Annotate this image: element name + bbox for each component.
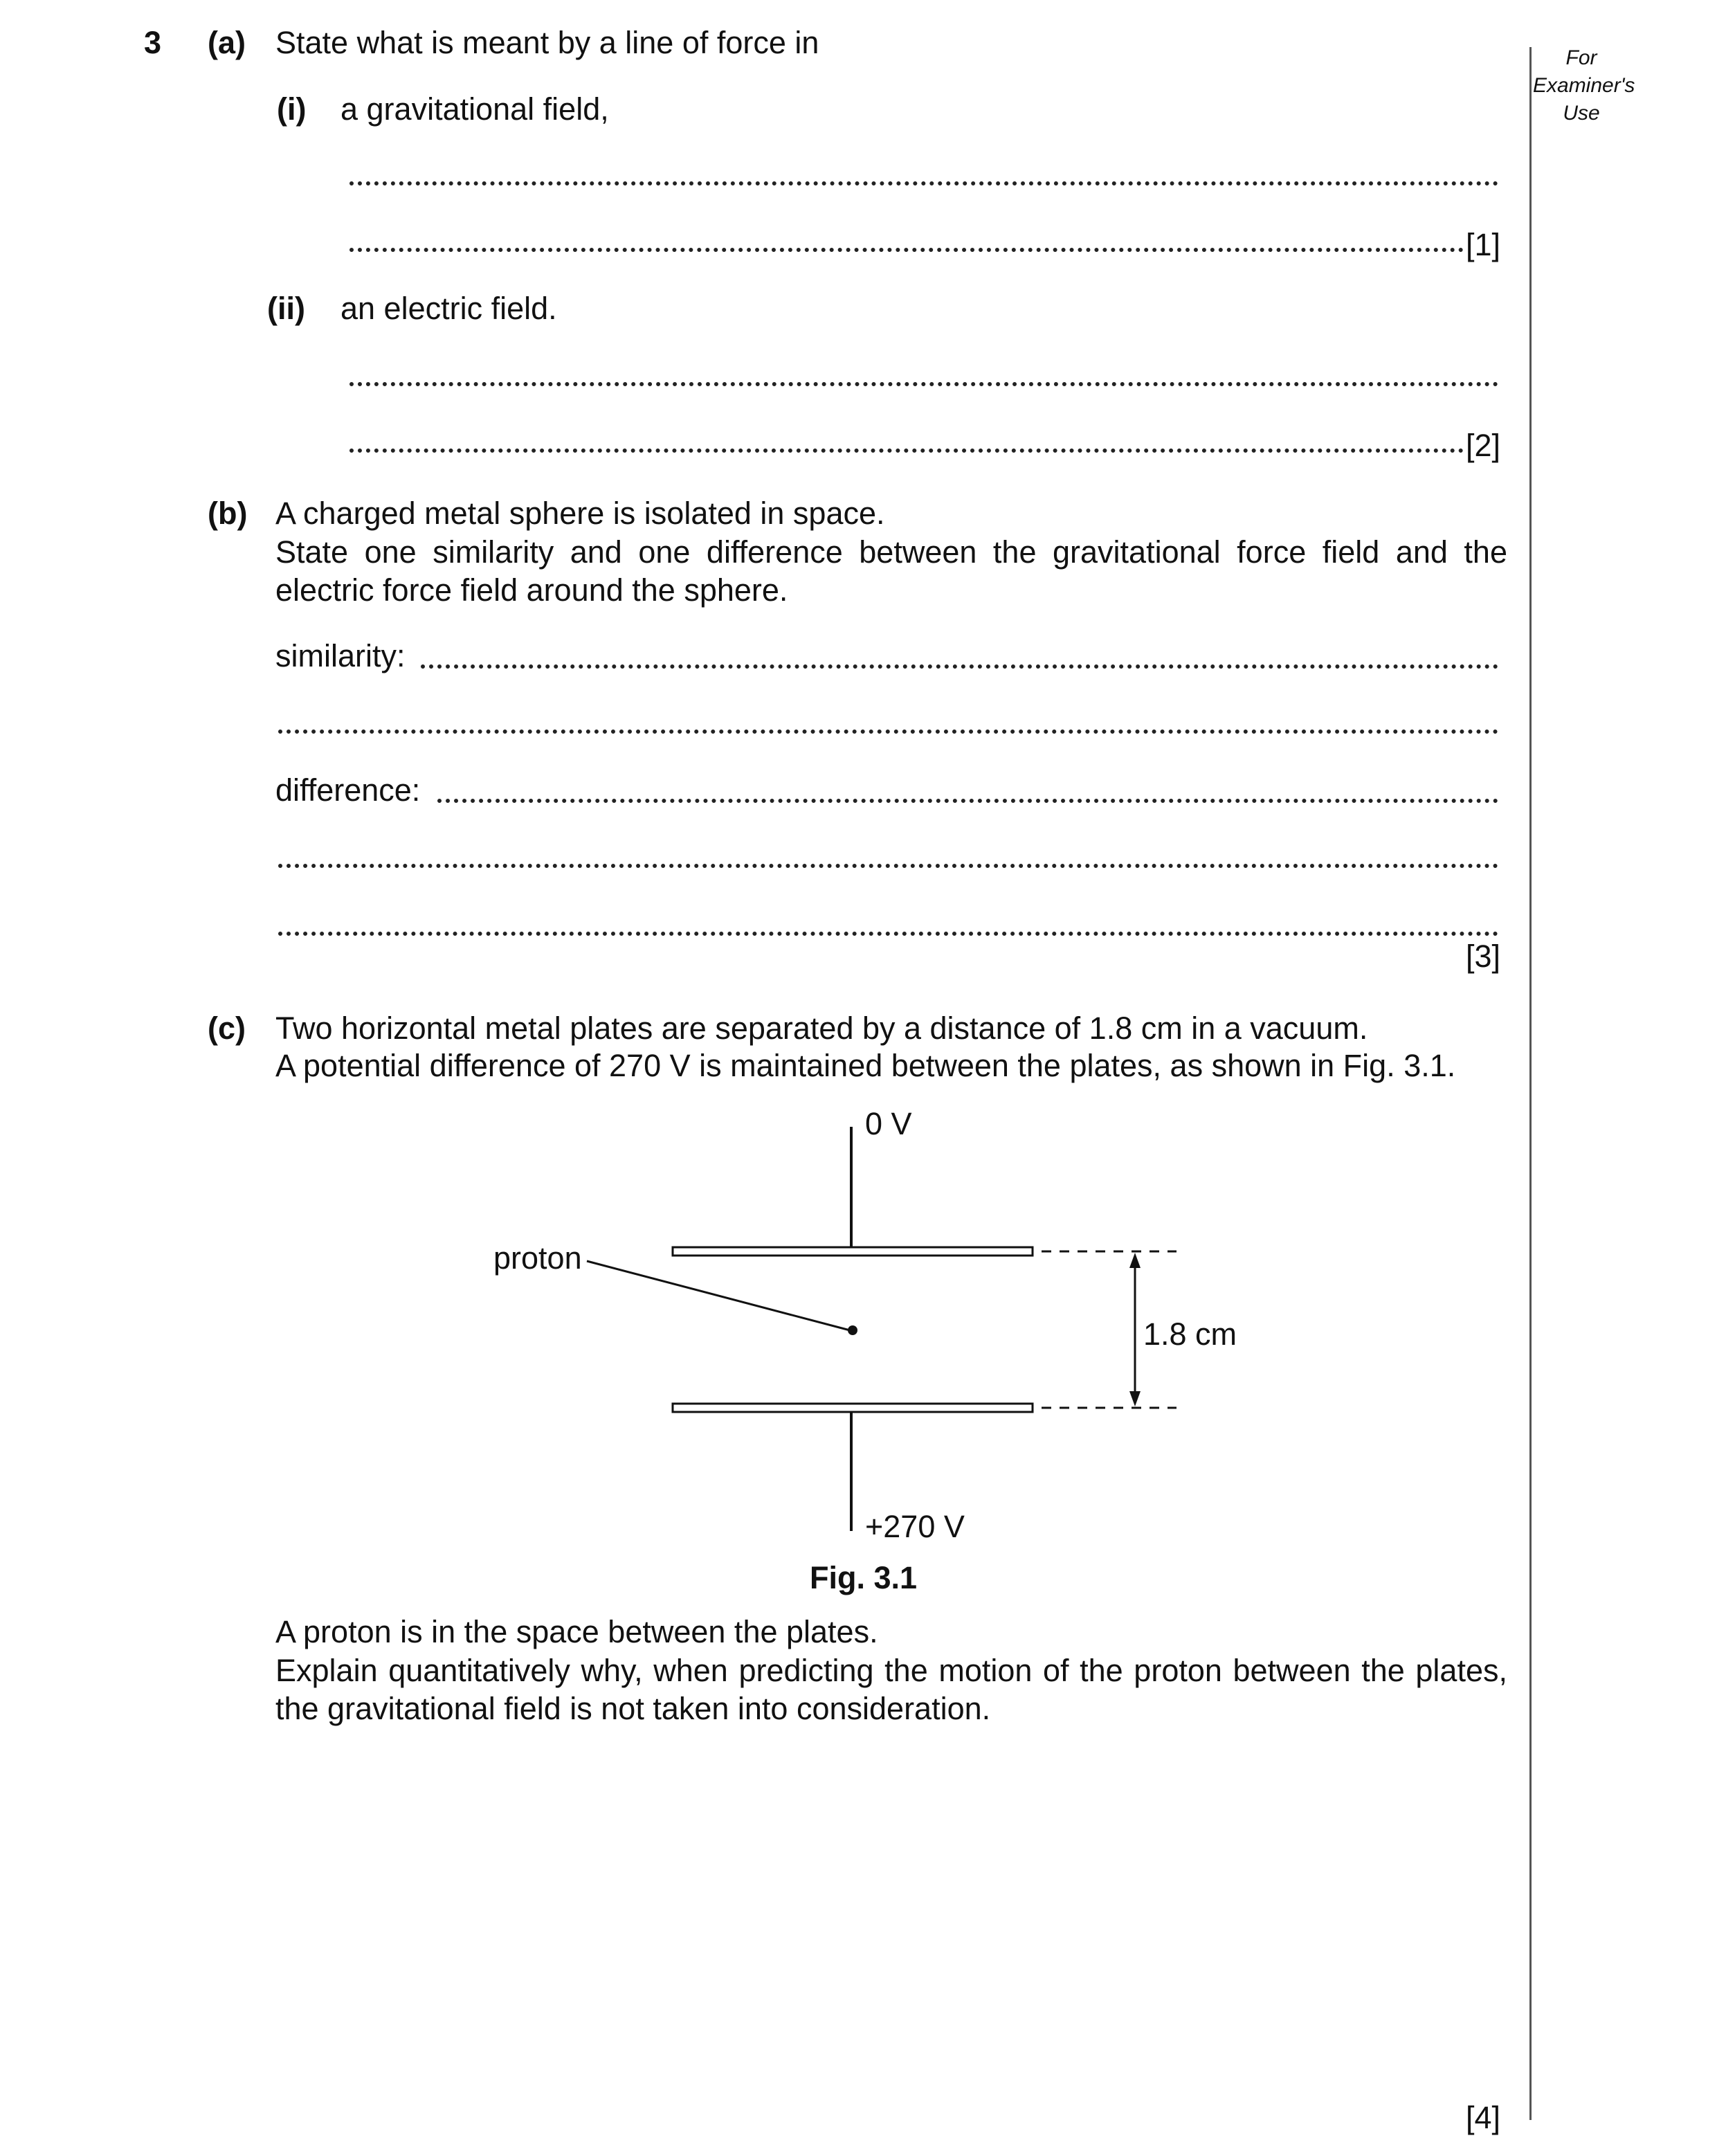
- bottom-plate: [673, 1404, 1033, 1412]
- part-b-marks: [3]: [1466, 939, 1501, 974]
- part-c-label: (c): [208, 1011, 246, 1046]
- examiner-use-line-1: For: [1565, 46, 1597, 69]
- part-a-label: (a): [208, 25, 246, 60]
- top-plate: [673, 1247, 1033, 1256]
- part-a-i-label: (i): [277, 91, 307, 127]
- separation-label: 1.8 cm: [1143, 1316, 1237, 1352]
- proton-label: proton: [493, 1240, 582, 1276]
- bottom-plate-voltage: +270 V: [865, 1509, 965, 1544]
- part-a-ii-text: an electric field.: [340, 291, 557, 326]
- part-b-label: (b): [208, 496, 248, 531]
- part-c-marks: [4]: [1466, 2100, 1501, 2135]
- part-c-line-4: Explain quantitatively why, when predicting the motion of the proton between the plates, the gravitational field is not taken into consideration.: [275, 1653, 1507, 1726]
- part-a-i-text: a gravitational field,: [340, 91, 609, 127]
- part-c-line-2: A potential difference of 270 V is maintained between the plates, as shown in Fig. 3.1.: [275, 1048, 1456, 1083]
- proton-pointer-line: [587, 1261, 850, 1330]
- part-b-line-2: State one similarity and one difference between the gravitational force field and the electric force field around the sphere.: [275, 534, 1507, 608]
- part-a-i-marks: [1]: [1466, 227, 1501, 262]
- similarity-label: similarity:: [275, 638, 406, 673]
- examiner-use-line-3: Use: [1563, 102, 1600, 125]
- part-a-ii-marks: [2]: [1466, 428, 1501, 463]
- part-a-ii-label: (ii): [267, 291, 305, 326]
- part-b-line-1: A charged metal sphere is isolated in space.: [275, 496, 885, 531]
- question-number: 3: [144, 25, 162, 60]
- examiner-use-line-2: Examiner's: [1533, 74, 1635, 97]
- difference-label: difference:: [275, 772, 421, 808]
- figure-caption: Fig. 3.1: [810, 1560, 918, 1595]
- part-c-line-3: A proton is in the space between the plates.: [275, 1614, 878, 1649]
- part-c-line-1: Two horizontal metal plates are separated by a distance of 1.8 cm in a vacuum.: [275, 1011, 1368, 1046]
- separation-arrowhead-bottom: [1129, 1391, 1141, 1406]
- part-a-prompt: State what is meant by a line of force in: [275, 25, 819, 60]
- top-plate-voltage: 0 V: [865, 1106, 912, 1141]
- separation-arrowhead-top: [1129, 1253, 1141, 1268]
- proton-dot: [848, 1325, 857, 1335]
